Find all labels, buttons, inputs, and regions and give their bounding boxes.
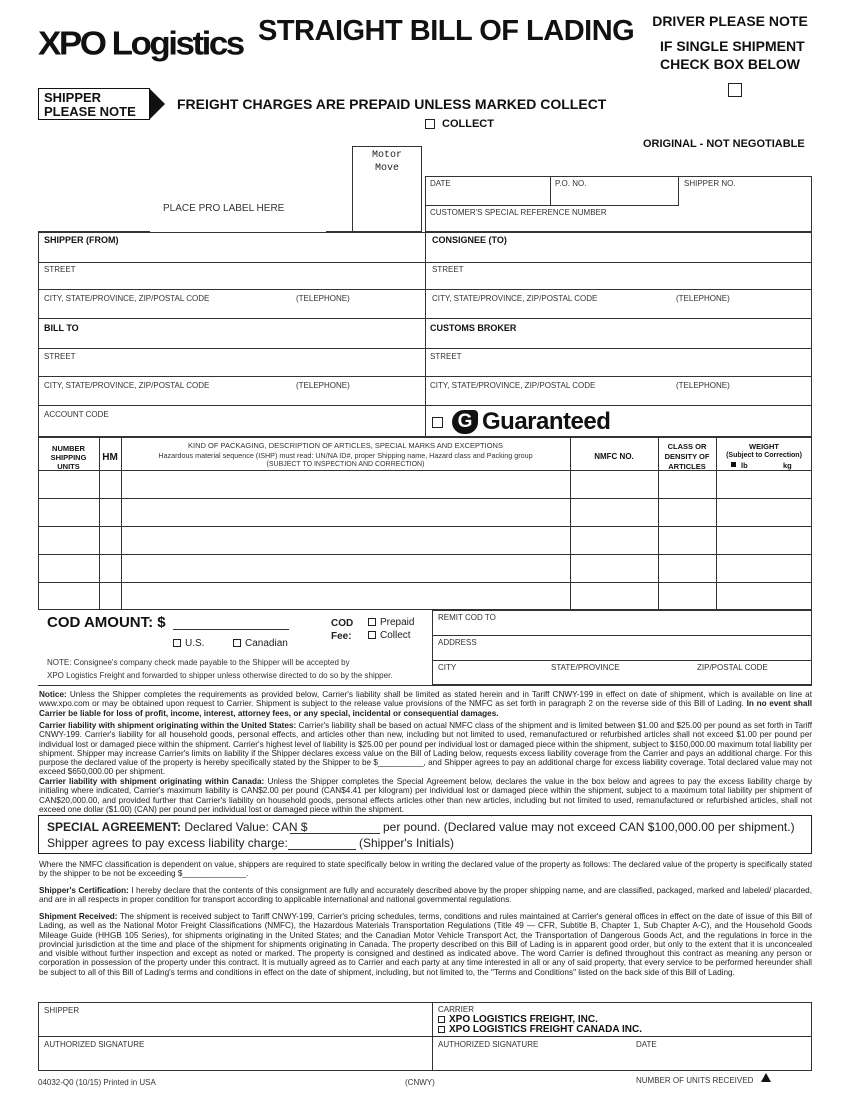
date-field[interactable]: DATE [430, 179, 451, 188]
driver-note-1: DRIVER PLEASE NOTE [652, 13, 808, 29]
cod-prepaid-checkbox[interactable] [368, 618, 376, 626]
col-nmfc: NMFC NO. [594, 452, 634, 461]
col-class-3: ARTICLES [668, 462, 706, 471]
driver-note-2: IF SINGLE SHIPMENT [660, 38, 805, 54]
col-weight-1: WEIGHT [749, 442, 779, 451]
remit-address-field[interactable]: ADDRESS [438, 638, 477, 647]
cod-note-1: NOTE: Consignee's company check made payable to the Shipper will be accepted by [47, 658, 350, 667]
col-class-1: CLASS OR [667, 442, 707, 451]
consignee-to-label: CONSIGNEE (TO) [432, 235, 507, 245]
consignee-telephone-field[interactable]: (TELEPHONE) [676, 294, 730, 303]
customer-reference-field[interactable]: CUSTOMER'S SPECIAL REFERENCE NUMBER [430, 208, 607, 217]
pro-label-area[interactable]: PLACE PRO LABEL HERE [163, 203, 285, 214]
prepaid-notice: FREIGHT CHARGES ARE PREPAID UNLESS MARKED COLLECT [177, 96, 607, 112]
xpo-logo: XPO Logistics [38, 25, 243, 63]
special-agreement-line1: SPECIAL AGREEMENT: Declared Value: CAN $ [47, 820, 308, 834]
shipper-telephone-field[interactable]: (TELEPHONE) [296, 294, 350, 303]
col-hm: HM [102, 452, 118, 463]
notice-paragraph: Notice: Unless the Shipper completes the requirements as provided below, Carrier's liability shall be limited as stated herein and in Tariff CNWY-199 in effect on date of shipment, which is available on line at www.xpo.com or may be obtained upon request to Carrier. Shipment is subject to the release value provisions of the NMFC as set forth in paragraph 2 on the reverse side of this Bill of Lading. In no event shall Carrier be liable for loss of profit, income, interest, attorney fees, or any special, incidental or consequential damages. [39, 690, 812, 718]
guaranteed-label: Guaranteed [482, 408, 611, 435]
col-weight-lb: lb [741, 461, 748, 470]
bill-to-label: BILL TO [44, 323, 79, 333]
customs-broker-label: CUSTOMS BROKER [430, 323, 517, 333]
col-units-3: UNITS [57, 462, 80, 471]
original-not-negotiable: ORIGINAL - NOT NEGOTIABLE [643, 138, 805, 150]
cod-us-option[interactable]: U.S. [173, 638, 204, 649]
cnwy-code: (CNWY) [405, 1078, 435, 1087]
shipper-number-field[interactable]: SHIPPER NO. [684, 179, 736, 188]
col-class-2: DENSITY OF [664, 452, 710, 461]
reference-box [425, 176, 812, 232]
form-number: 04032-Q0 (10/15) Printed in USA [38, 1078, 156, 1087]
col-desc-3: (SUBJECT TO INSPECTION AND CORRECTION) [266, 461, 425, 468]
carrier-date-field[interactable]: DATE [636, 1040, 657, 1049]
up-triangle-icon [761, 1073, 771, 1082]
billto-street-field[interactable]: STREET [44, 352, 76, 361]
shipper-initials-field[interactable] [288, 849, 356, 850]
cod-us-checkbox[interactable] [173, 639, 181, 647]
cod-canadian-option[interactable]: Canadian [233, 638, 288, 649]
remit-state-field[interactable]: STATE/PROVINCE [551, 663, 620, 672]
special-agreement-per-pound: per pound. (Declared value may not exceed CAN $100,000.00 per shipment.) [383, 820, 795, 834]
cod-amount-label: COD AMOUNT: $ [47, 614, 166, 631]
shipper-note-line2: PLEASE NOTE [44, 104, 136, 119]
shipper-from-label: SHIPPER (FROM) [44, 235, 119, 245]
cod-fee-label-1: COD [331, 618, 354, 629]
col-weight-kg: kg [783, 461, 792, 470]
cod-note-2: XPO Logistics Freight and forwarded to shipper unless otherwise directed to do so by the shipper. [47, 671, 393, 680]
billto-telephone-field[interactable]: (TELEPHONE) [296, 381, 350, 390]
weight-lb-check[interactable] [731, 462, 736, 467]
us-liability-paragraph: Carrier liability with shipment originating within the United States: Carrier's liability shall be based on actual NMFC class of the shipment and is limited between $1.00 and $25.00 per pound as set forth in Tariff CNWY-199. Carrier's liability for all household goods, personal effects, and articles other than new, including but not limited to used, remanufactured or refurbished articles shall not exceed $1.00 per pound per individual lost or damaged piece within the shipment. Carrier's highest level of liability is $25.00 per pound per individual lost or damaged piece within the shipment, subject to $150,000.00 maximum total liability per shipment. Shipper may increase Carrier's limits on liability if the Shipper declares excess value on the Bill of Lading below, requests excess liability coverage from the Carrier and pays an additional charge. For this purpose the declared value of the property is hereby specifically stated by the Shipper to be $__________, and Shipper agrees to pay an additional charge for excess liability coverage. Total declared value may not exceed $650,000.00 per shipment. [39, 721, 812, 777]
shipper-initials-label: (Shipper's Initials) [359, 836, 454, 850]
col-units-2: SHIPPING [50, 453, 87, 462]
col-weight-2: (Subject to Correction) [726, 452, 802, 459]
guaranteed-checkbox[interactable] [432, 417, 443, 428]
carrier-label: CARRIER [438, 1005, 475, 1014]
broker-street-field[interactable]: STREET [430, 352, 462, 361]
cod-prepaid-option[interactable]: Prepaid [368, 617, 414, 628]
carrier-1-checkbox[interactable] [438, 1016, 445, 1023]
remit-cod-to-field[interactable]: REMIT COD TO [438, 613, 496, 622]
col-desc-2: Hazardous material sequence (ISHP) must read: UN/NA ID#, proper Shipping name, Hazard class and Packing group [158, 451, 533, 460]
collect-checkbox[interactable] [425, 119, 435, 129]
carrier-option-2[interactable]: XPO LOGISTICS FREIGHT CANADA INC. [438, 1024, 642, 1035]
units-received-label: NUMBER OF UNITS RECEIVED [636, 1076, 754, 1085]
single-shipment-checkbox[interactable] [728, 83, 742, 97]
broker-telephone-field[interactable]: (TELEPHONE) [676, 381, 730, 390]
carrier-option-1[interactable]: XPO LOGISTICS FREIGHT, INC. [438, 1014, 598, 1025]
shipper-signature-label: SHIPPER [44, 1006, 80, 1015]
billto-city-field[interactable]: CITY, STATE/PROVINCE, ZIP/POSTAL CODE [44, 381, 210, 390]
carrier-authorized-signature[interactable]: AUTHORIZED SIGNATURE [438, 1040, 539, 1049]
cod-fee-label-2: Fee: [331, 631, 352, 642]
col-desc-1: KIND OF PACKAGING, DESCRIPTION OF ARTICLES, SPECIAL MARKS AND EXCEPTIONS [188, 441, 503, 450]
cod-canadian-checkbox[interactable] [233, 639, 241, 647]
motor-move-line2: Move [374, 163, 399, 174]
shipper-city-field[interactable]: CITY, STATE/PROVINCE, ZIP/POSTAL CODE [44, 294, 210, 303]
motor-move-line1: Motor [371, 150, 402, 161]
consignee-street-field[interactable]: STREET [432, 265, 464, 274]
cod-collect-option[interactable]: Collect [368, 630, 411, 641]
consignee-city-field[interactable]: CITY, STATE/PROVINCE, ZIP/POSTAL CODE [432, 294, 598, 303]
guaranteed-g-icon: G [452, 410, 478, 434]
remit-city-field[interactable]: CITY [438, 663, 457, 672]
shipper-authorized-signature[interactable]: AUTHORIZED SIGNATURE [44, 1040, 145, 1049]
declared-value-field[interactable] [290, 833, 380, 834]
carrier-2-checkbox[interactable] [438, 1026, 445, 1033]
certification-paragraph: Shipper's Certification: I hereby declare that the contents of this consignment are fully and accurately described above by the proper shipping name, and are classified, packaged, marked and labeled/ placarded, and are in all respects in proper condition for transport according to applicable international and national governmental regulations. [39, 886, 812, 905]
nmfc-paragraph: Where the NMFC classification is dependent on value, shippers are required to state specifically below in writing the declared value of the property as follows: The declared value of the property is specifically stated by the shipper to be not be exceeding $______________. [39, 860, 812, 879]
shipper-street-field[interactable]: STREET [44, 265, 76, 274]
broker-city-field[interactable]: CITY, STATE/PROVINCE, ZIP/POSTAL CODE [430, 381, 596, 390]
driver-note-3: CHECK BOX BELOW [660, 56, 800, 72]
cod-collect-checkbox[interactable] [368, 631, 376, 639]
account-code-field[interactable]: ACCOUNT CODE [44, 410, 109, 419]
po-number-field[interactable]: P.O. NO. [555, 179, 587, 188]
remit-zip-field[interactable]: ZIP/POSTAL CODE [697, 663, 768, 672]
shipper-note-arrow [149, 88, 165, 120]
collect-label: COLLECT [442, 118, 494, 130]
form-title: STRAIGHT BILL OF LADING [258, 15, 635, 47]
shipper-note-line1: SHIPPER [44, 90, 102, 105]
special-agreement-line2: Shipper agrees to pay excess liability charge: [47, 836, 288, 850]
shipment-received-paragraph: Shipment Received: The shipment is received subject to Tariff CNWY-199, Carrier's pricing schedules, terms, conditions and rules maintained at Carrier's general offices in effect on the date of issue of this Bill of Lading, as well as the National Motor Freight Classifications (NMFC), the Hazardous Materials Transportation Regulations (Title 49 — CFR, Subtitle B, Chapter 1, Sub Chapter A-C), and the Household Goods Mileage Guide (HHGB 105 Series), for shipments originating in the United States; and the Canadian Motor Vehicle Transport Act, the Transportation of Dangerous Goods Act, and the regulations in force in the provincial jurisdiction at the time and place of the shipment for shipments originating in Canada. The property described on this Bill of Lading is in apparent good order, but only to the extent that it is unconcealed and visible without further inspection and except as noted or marked. The property is consigned and destined as indicated above. The word Carrier is defined throughout this contract as meaning any person or corporation in possession of the property under this contract. It is mutually agreed as to Carrier and each party at any time interested in all or any of said property, that every service to be performed hereunder shall be subject to all of this Bill of Lading's terms and conditions in effect on the date of shipment, including, but not limited to, the "Terms and Conditions" listed on the back side of this Bill of Lading. [39, 912, 812, 977]
col-units-1: NUMBER [52, 444, 85, 453]
canada-liability-paragraph: Carrier liability with shipment originating within Canada: Unless the Shipper completes the Special Agreement below, declares the value in the box below and agrees to pay the excess liability charge by initialing where indicated, Carrier's maximum liability is CAN$2.00 per pound (CAN$4.41 per kilogram) per individual lost or damaged piece within the shipment, subject to a maximum total liability per shipment of CAN$20,000.00, and provided further that Carrier's liability on household goods, personal effects articles other than new articles, including but not limited to used, remanufactured or refurbished articles, shall not exceed one dollar ($1.00) (CAN) per pound per individual lost or damaged piece within the shipment. [39, 777, 812, 814]
cod-amount-field[interactable] [173, 629, 289, 630]
